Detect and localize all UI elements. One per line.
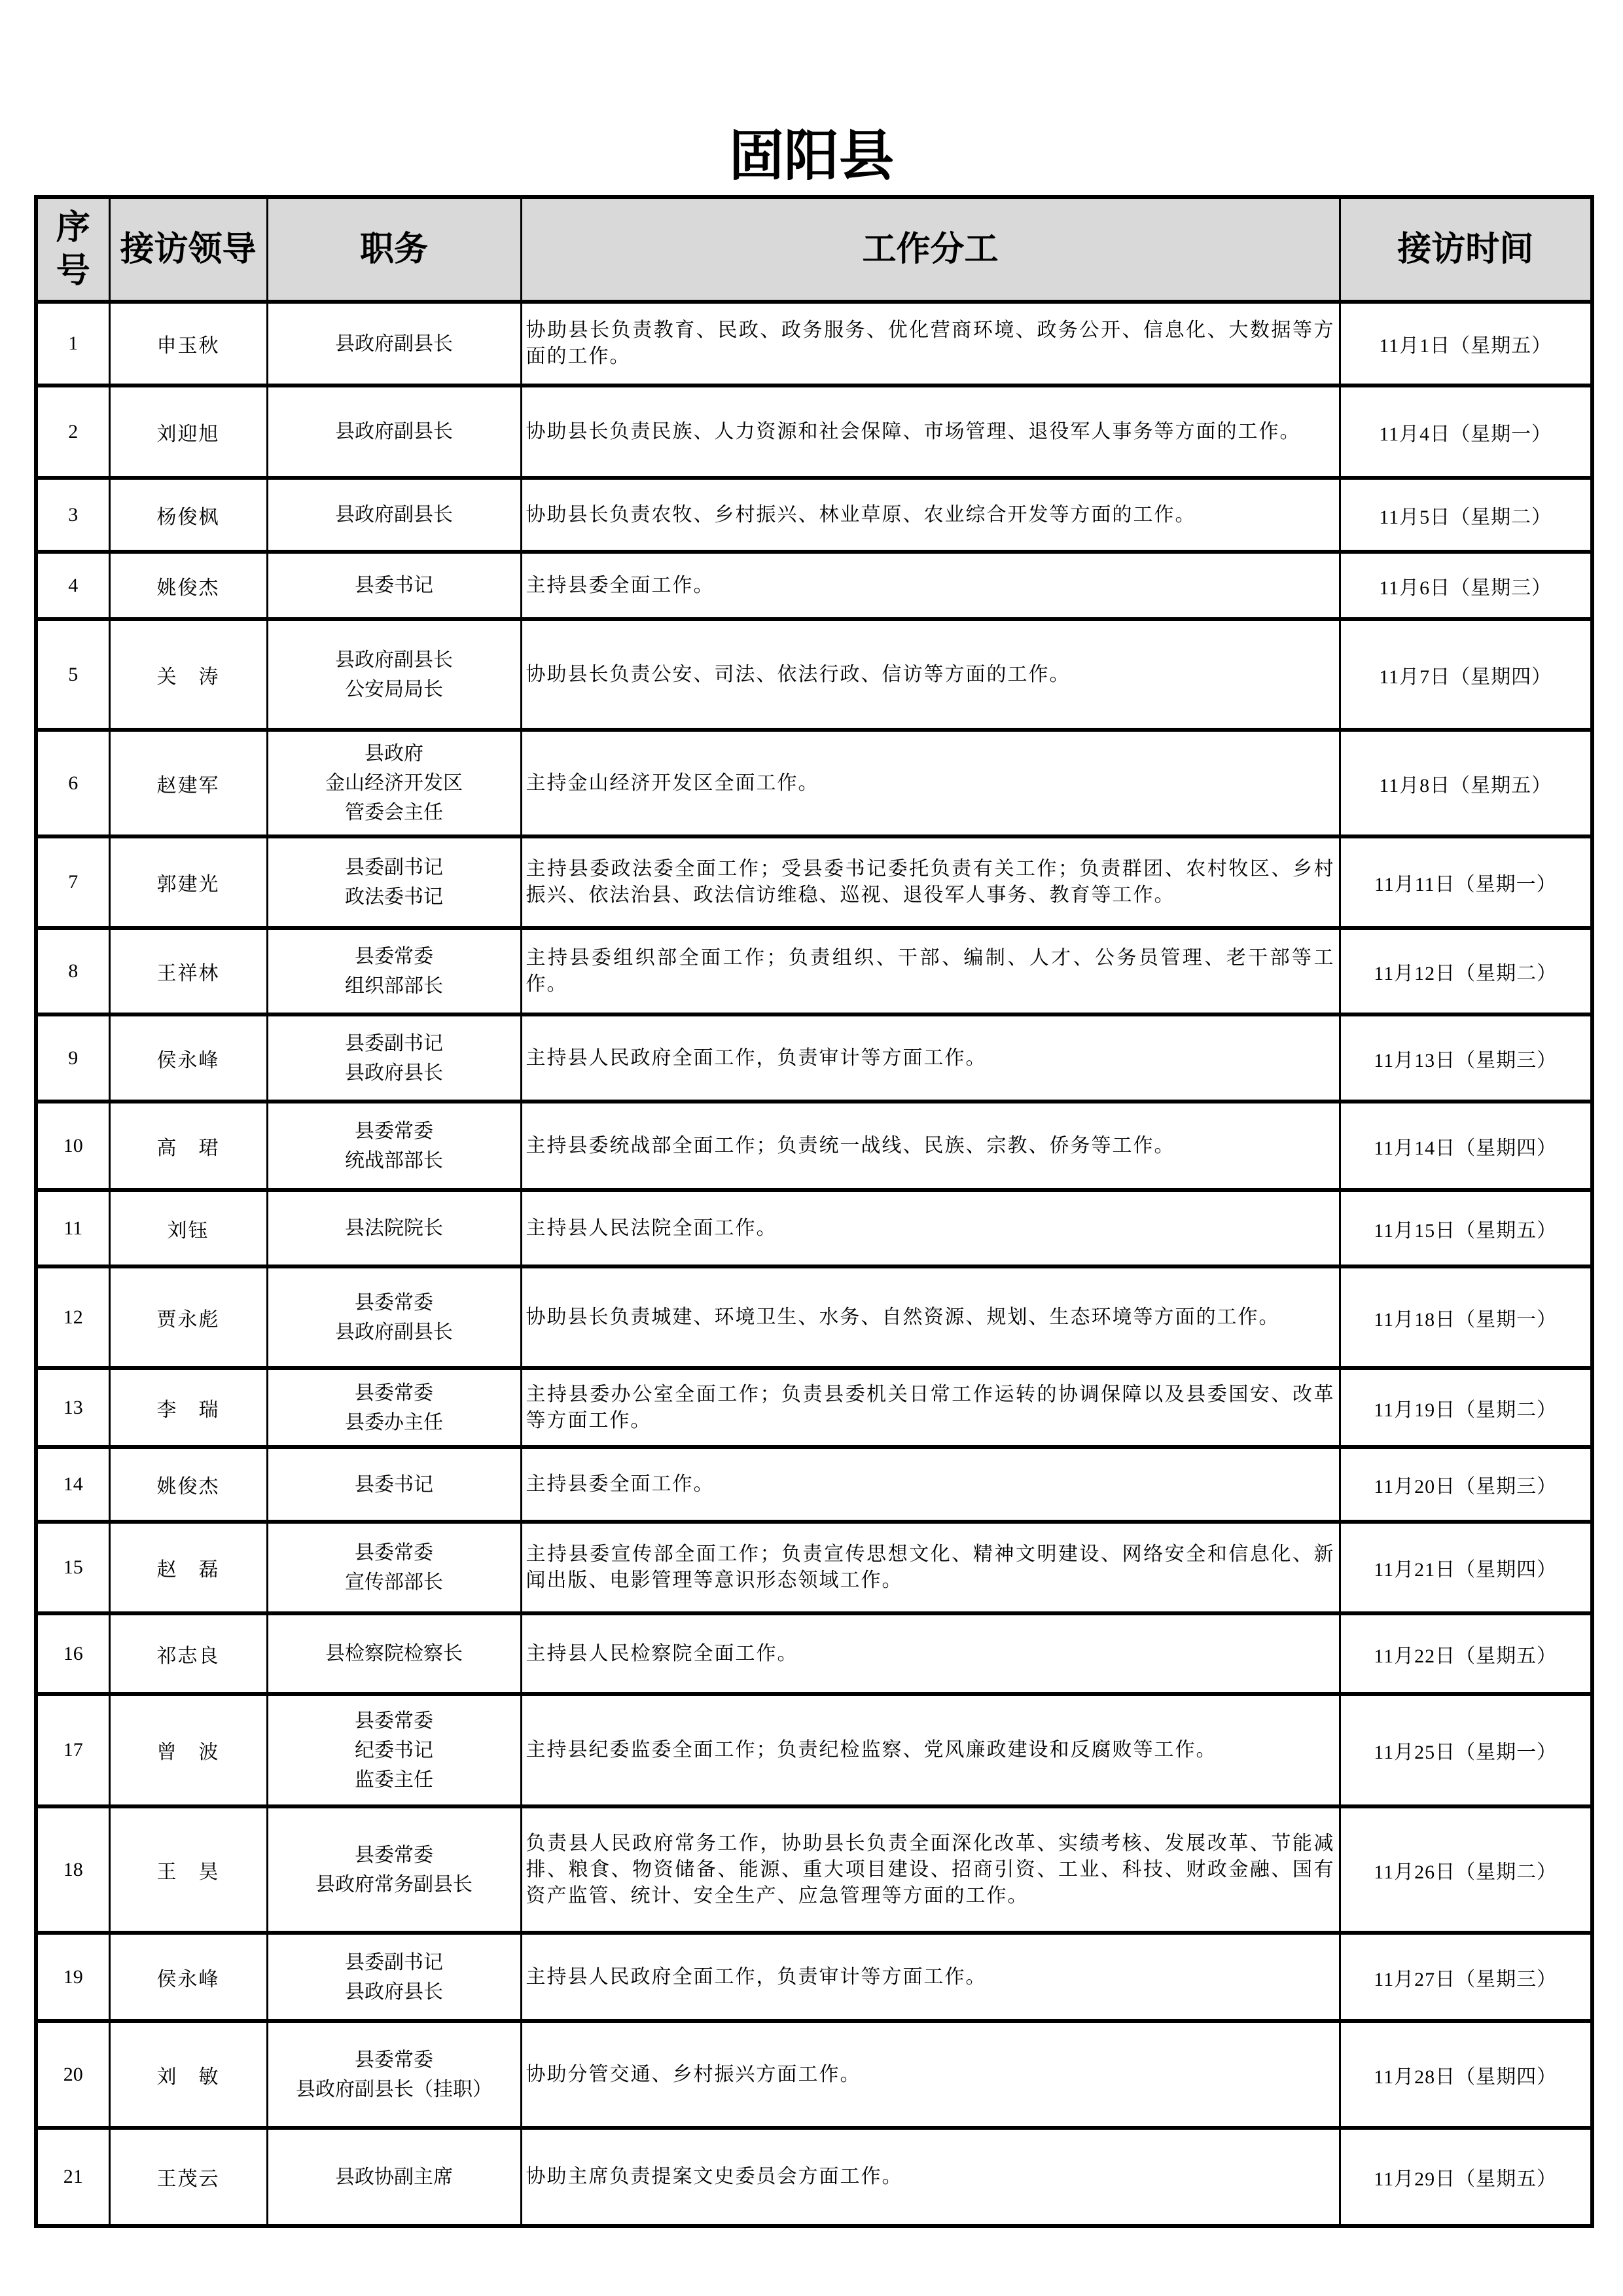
table-row bbox=[36, 552, 1592, 619]
position-cell bbox=[267, 386, 521, 478]
position-line: 管委会主任 bbox=[345, 802, 443, 823]
position-line: 县委办主任 bbox=[345, 1411, 443, 1433]
date-cell: 11月26日（星期二） bbox=[1340, 1806, 1592, 1933]
position-line: 县政协副主席 bbox=[335, 2166, 453, 2188]
row-number-cell: 16 bbox=[36, 1613, 109, 1694]
position-line: 县政府副县长（挂职） bbox=[296, 2078, 492, 2100]
row-number-cell: 17 bbox=[36, 1694, 109, 1806]
duty-cell: 主持县人民政府全面工作，负责审计等方面工作。 bbox=[521, 1933, 1340, 2021]
duty-cell: 主持县委全面工作。 bbox=[521, 1447, 1340, 1522]
row-number-cell: 20 bbox=[36, 2021, 109, 2128]
date-cell: 11月7日（星期四） bbox=[1340, 619, 1592, 730]
row-number-cell: 1 bbox=[36, 302, 109, 386]
duty-cell: 负责县人民政府常务工作，协助县长负责全面深化改革、实绩考核、发展改革、节能减排、粮食、物资储备、能源、重大项目建设、招商引资、工业、科技、财政金融、国有资产监管、统计、安全生产、应急管理等方面的工作。 bbox=[521, 1806, 1340, 1933]
date-cell: 11月11日（星期一） bbox=[1340, 836, 1592, 928]
header-leader: 接访领导 bbox=[109, 197, 267, 302]
date-cell: 11月22日（星期五） bbox=[1340, 1613, 1592, 1694]
table-row bbox=[36, 302, 1592, 386]
date-cell: 11月12日（星期二） bbox=[1340, 928, 1592, 1014]
table-row bbox=[36, 1014, 1592, 1102]
date-cell: 11月29日（星期五） bbox=[1340, 2128, 1592, 2226]
table-row bbox=[36, 1806, 1592, 1933]
leader-name-cell: 关 涛 bbox=[109, 619, 267, 730]
row-number-cell: 12 bbox=[36, 1266, 109, 1368]
position-cell bbox=[267, 302, 521, 386]
leader-name-cell: 侯永峰 bbox=[109, 1933, 267, 2021]
leader-name-cell: 侯永峰 bbox=[109, 1014, 267, 1102]
leader-name-cell: 李 瑞 bbox=[109, 1368, 267, 1447]
date-cell: 11月18日（星期一） bbox=[1340, 1266, 1592, 1368]
position-line: 县检察院检察长 bbox=[325, 1643, 463, 1664]
position-cell bbox=[267, 2128, 521, 2226]
position-line: 县委副书记 bbox=[345, 1951, 443, 1973]
row-number-cell: 11 bbox=[36, 1190, 109, 1266]
leader-name-cell: 刘 敏 bbox=[109, 2021, 267, 2128]
position-cell bbox=[267, 1806, 521, 1933]
page-title: 固阳县 bbox=[728, 126, 894, 187]
duty-cell: 协助县长负责教育、民政、政务服务、优化营商环境、政务公开、信息化、大数据等方面的工作。 bbox=[521, 302, 1340, 386]
position-line: 县政府县长 bbox=[345, 1062, 443, 1084]
table-row bbox=[36, 2128, 1592, 2226]
duty-cell: 协助县长负责农牧、乡村振兴、林业草原、农业综合开发等方面的工作。 bbox=[521, 478, 1340, 552]
duty-cell: 主持县人民政府全面工作，负责审计等方面工作。 bbox=[521, 1014, 1340, 1102]
position-line: 县委副书记 bbox=[345, 1032, 443, 1054]
date-cell: 11月15日（星期五） bbox=[1340, 1190, 1592, 1266]
row-number-cell: 2 bbox=[36, 386, 109, 478]
position-line: 纪委书记 bbox=[355, 1739, 433, 1761]
position-line: 县委常委 bbox=[355, 1844, 433, 1866]
leader-name-cell: 刘钰 bbox=[109, 1190, 267, 1266]
position-cell bbox=[267, 1447, 521, 1522]
date-cell: 11月25日（星期一） bbox=[1340, 1694, 1592, 1806]
row-number-cell: 6 bbox=[36, 730, 109, 836]
header-time: 接访时间 bbox=[1340, 197, 1592, 302]
position-cell bbox=[267, 836, 521, 928]
position-cell bbox=[267, 1190, 521, 1266]
leader-name-cell: 曾 波 bbox=[109, 1694, 267, 1806]
date-cell: 11月21日（星期四） bbox=[1340, 1522, 1592, 1613]
position-line: 公安局局长 bbox=[345, 678, 443, 700]
date-cell: 11月4日（星期一） bbox=[1340, 386, 1592, 478]
position-line: 组织部部长 bbox=[345, 975, 443, 997]
date-cell: 11月5日（星期二） bbox=[1340, 478, 1592, 552]
row-number-cell: 7 bbox=[36, 836, 109, 928]
leader-name-cell: 王 昊 bbox=[109, 1806, 267, 1933]
position-line: 县委常委 bbox=[355, 1542, 433, 1564]
leader-name-cell: 赵建军 bbox=[109, 730, 267, 836]
position-cell bbox=[267, 1522, 521, 1613]
position-line: 县委常委 bbox=[355, 1382, 433, 1404]
table-row bbox=[36, 730, 1592, 836]
table-row bbox=[36, 619, 1592, 730]
table-row bbox=[36, 1613, 1592, 1694]
leader-name-cell: 王茂云 bbox=[109, 2128, 267, 2226]
leader-name-cell: 贾永彪 bbox=[109, 1266, 267, 1368]
row-number-cell: 13 bbox=[36, 1368, 109, 1447]
leader-name-cell: 姚俊杰 bbox=[109, 552, 267, 619]
position-cell bbox=[267, 1102, 521, 1190]
table-row bbox=[36, 478, 1592, 552]
row-number-cell: 4 bbox=[36, 552, 109, 619]
position-cell bbox=[267, 1933, 521, 2021]
table-row bbox=[36, 2021, 1592, 2128]
leader-name-cell: 申玉秋 bbox=[109, 302, 267, 386]
duty-cell: 协助分管交通、乡村振兴方面工作。 bbox=[521, 2021, 1340, 2128]
position-cell bbox=[267, 478, 521, 552]
position-line: 县政府常务副县长 bbox=[315, 1873, 473, 1895]
date-cell: 11月28日（星期四） bbox=[1340, 2021, 1592, 2128]
date-cell: 11月13日（星期三） bbox=[1340, 1014, 1592, 1102]
header-duty: 工作分工 bbox=[521, 197, 1340, 302]
row-number-cell: 10 bbox=[36, 1102, 109, 1190]
position-line: 县政府副县长 bbox=[335, 504, 453, 526]
position-cell bbox=[267, 730, 521, 836]
position-line: 金山经济开发区 bbox=[325, 772, 463, 794]
position-cell bbox=[267, 619, 521, 730]
header-seq: 序号 bbox=[36, 197, 109, 302]
duty-cell: 主持县委宣传部全面工作；负责宣传思想文化、精神文明建设、网络安全和信息化、新闻出版、电影管理等意识形态领域工作。 bbox=[521, 1522, 1340, 1613]
duty-cell: 主持县人民法院全面工作。 bbox=[521, 1190, 1340, 1266]
duty-cell: 协助县长负责城建、环境卫生、水务、自然资源、规划、生态环境等方面的工作。 bbox=[521, 1266, 1340, 1368]
date-cell: 11月20日（星期三） bbox=[1340, 1447, 1592, 1522]
position-line: 县委书记 bbox=[355, 1473, 433, 1496]
position-line: 县委常委 bbox=[355, 946, 433, 967]
table-row bbox=[36, 1933, 1592, 2021]
position-line: 县政府 bbox=[365, 743, 423, 764]
duty-cell: 协助县长负责公安、司法、依法行政、信访等方面的工作。 bbox=[521, 619, 1340, 730]
position-cell bbox=[267, 1266, 521, 1368]
position-line: 县委常委 bbox=[355, 1120, 433, 1142]
position-cell bbox=[267, 1368, 521, 1447]
date-cell: 11月8日（星期五） bbox=[1340, 730, 1592, 836]
position-line: 县法院院长 bbox=[345, 1217, 443, 1239]
header-row bbox=[36, 197, 1592, 302]
position-cell bbox=[267, 1694, 521, 1806]
duty-cell: 主持金山经济开发区全面工作。 bbox=[521, 730, 1340, 836]
leader-name-cell: 高 珺 bbox=[109, 1102, 267, 1190]
position-line: 县政府副县长 bbox=[335, 649, 453, 671]
row-number-cell: 5 bbox=[36, 619, 109, 730]
duty-cell: 主持县委组织部全面工作；负责组织、干部、编制、人才、公务员管理、老干部等工作。 bbox=[521, 928, 1340, 1014]
leader-name-cell: 王祥林 bbox=[109, 928, 267, 1014]
position-line: 县委常委 bbox=[355, 2049, 433, 2071]
position-cell bbox=[267, 2021, 521, 2128]
duty-cell: 主持县委统战部全面工作；负责统一战线、民族、宗教、侨务等工作。 bbox=[521, 1102, 1340, 1190]
table-row bbox=[36, 1266, 1592, 1368]
position-line: 县委常委 bbox=[355, 1291, 433, 1314]
date-cell: 11月14日（星期四） bbox=[1340, 1102, 1592, 1190]
row-number-cell: 19 bbox=[36, 1933, 109, 2021]
leader-name-cell: 刘迎旭 bbox=[109, 386, 267, 478]
position-line: 监委主任 bbox=[355, 1768, 433, 1791]
table-row bbox=[36, 1102, 1592, 1190]
table-row bbox=[36, 1190, 1592, 1266]
leader-name-cell: 赵 磊 bbox=[109, 1522, 267, 1613]
position-line: 政法委书记 bbox=[345, 886, 443, 908]
table-row bbox=[36, 1694, 1592, 1806]
duty-cell: 主持县纪委监委全面工作；负责纪检监察、党风廉政建设和反腐败等工作。 bbox=[521, 1694, 1340, 1806]
row-number-cell: 21 bbox=[36, 2128, 109, 2226]
duty-cell: 协助主席负责提案文史委员会方面工作。 bbox=[521, 2128, 1340, 2226]
row-number-cell: 15 bbox=[36, 1522, 109, 1613]
position-line: 县委书记 bbox=[355, 575, 433, 596]
position-cell bbox=[267, 552, 521, 619]
row-number-cell: 8 bbox=[36, 928, 109, 1014]
position-line: 县政府副县长 bbox=[335, 1321, 453, 1343]
date-cell: 11月1日（星期五） bbox=[1340, 302, 1592, 386]
table-row bbox=[36, 836, 1592, 928]
leader-name-cell: 姚俊杰 bbox=[109, 1447, 267, 1522]
duty-cell: 主持县委全面工作。 bbox=[521, 552, 1340, 619]
position-cell bbox=[267, 1613, 521, 1694]
leader-name-cell: 郭建光 bbox=[109, 836, 267, 928]
table-row bbox=[36, 1447, 1592, 1522]
leader-name-cell: 祁志良 bbox=[109, 1613, 267, 1694]
position-line: 县政府县长 bbox=[345, 1981, 443, 2003]
position-line: 宣传部部长 bbox=[345, 1571, 443, 1593]
reception-schedule-table bbox=[34, 195, 1594, 2228]
row-number-cell: 18 bbox=[36, 1806, 109, 1933]
position-line: 县政府副县长 bbox=[335, 421, 453, 442]
table-row bbox=[36, 386, 1592, 478]
table-row bbox=[36, 1522, 1592, 1613]
position-line: 县政府副县长 bbox=[335, 332, 453, 355]
duty-cell: 主持县人民检察院全面工作。 bbox=[521, 1613, 1340, 1694]
row-number-cell: 3 bbox=[36, 478, 109, 552]
position-cell bbox=[267, 928, 521, 1014]
table-row bbox=[36, 1368, 1592, 1447]
position-cell bbox=[267, 1014, 521, 1102]
row-number-cell: 9 bbox=[36, 1014, 109, 1102]
table-row bbox=[36, 928, 1592, 1014]
position-line: 县委副书记 bbox=[345, 857, 443, 878]
date-cell: 11月6日（星期三） bbox=[1340, 552, 1592, 619]
duty-cell: 协助县长负责民族、人力资源和社会保障、市场管理、退役军人事务等方面的工作。 bbox=[521, 386, 1340, 478]
header-position: 职务 bbox=[267, 197, 521, 302]
duty-cell: 主持县委政法委全面工作；受县委书记委托负责有关工作；负责群团、农村牧区、乡村振兴、依法治县、政法信访维稳、巡视、退役军人事务、教育等工作。 bbox=[521, 836, 1340, 928]
leader-name-cell: 杨俊枫 bbox=[109, 478, 267, 552]
position-line: 统战部部长 bbox=[345, 1149, 443, 1172]
position-line: 县委常委 bbox=[355, 1710, 433, 1732]
duty-cell: 主持县委办公室全面工作；负责县委机关日常工作运转的协调保障以及县委国安、改革等方面工作。 bbox=[521, 1368, 1340, 1447]
date-cell: 11月19日（星期二） bbox=[1340, 1368, 1592, 1447]
date-cell: 11月27日（星期三） bbox=[1340, 1933, 1592, 2021]
row-number-cell: 14 bbox=[36, 1447, 109, 1522]
